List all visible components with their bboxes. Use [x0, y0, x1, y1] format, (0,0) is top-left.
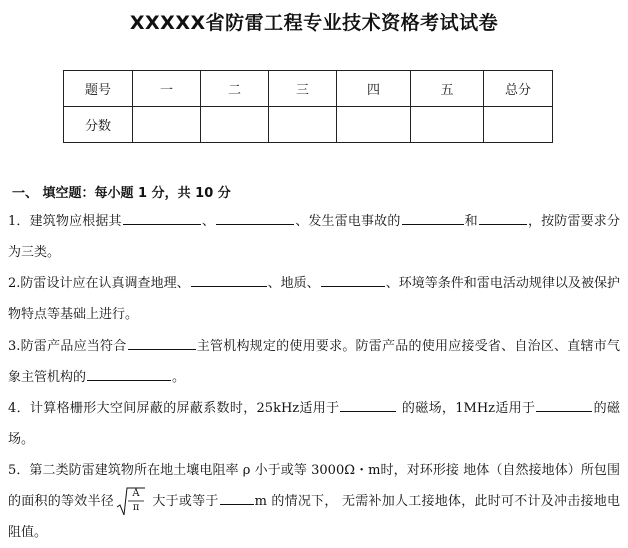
question-text: 、环境等条件和雷电活动规律以及被保护物特点等基础上进行。 — [8, 276, 620, 322]
question-4 — [8, 393, 620, 455]
answer-blank[interactable] — [402, 210, 464, 225]
answer-blank[interactable] — [128, 335, 196, 350]
question-text: 。 — [172, 370, 186, 385]
score-header-cell: 四 — [337, 71, 411, 107]
question-text: 2.防雷设计应在认真调查地理、 — [8, 276, 190, 291]
question-text: 和 — [464, 214, 478, 229]
question-1 — [8, 206, 620, 268]
score-header-cell: 三 — [269, 71, 337, 107]
question-text: ，按防雷要求分为三类。 — [8, 214, 620, 260]
question-text: 的磁场。 — [8, 401, 620, 447]
score-header-cell: 五 — [411, 71, 484, 107]
question-3 — [8, 331, 620, 393]
sqrt-fraction — [116, 487, 146, 517]
answer-blank[interactable] — [321, 272, 385, 287]
score-table — [63, 70, 553, 143]
question-text: 、发生雷电事故的 — [295, 214, 401, 229]
score-cell[interactable] — [133, 107, 201, 143]
score-cell[interactable] — [484, 107, 553, 143]
question-text: 主管机构规定的使用要求。防雷产品的使用应接受省、自治区、直辖市气象主管机构的 — [8, 339, 620, 385]
question-text: 、 — [201, 214, 216, 229]
answer-blank[interactable] — [123, 210, 201, 225]
score-header-cell: 题号 — [64, 71, 133, 107]
score-table-score-row — [64, 107, 553, 143]
score-row-label: 分数 — [64, 107, 133, 143]
answer-blank[interactable] — [220, 490, 254, 505]
score-header-cell: 一 — [133, 71, 201, 107]
question-5 — [8, 455, 620, 548]
score-cell[interactable] — [201, 107, 269, 143]
question-2 — [8, 268, 620, 330]
question-text: 、地质、 — [267, 276, 320, 291]
question-text: m 的情况下， 无需补加人工接地体，此时可不计及冲击接地电阻值。 — [8, 494, 620, 540]
score-cell[interactable] — [337, 107, 411, 143]
answer-blank[interactable] — [536, 397, 592, 412]
fraction-numerator: A — [132, 487, 140, 499]
answer-blank[interactable] — [191, 272, 267, 287]
question-text: 4．计算格栅形大空间屏蔽的屏蔽系数时，25kHz适用于 — [8, 401, 340, 416]
score-header-cell: 二 — [201, 71, 269, 107]
answer-blank[interactable] — [87, 366, 171, 381]
answer-blank[interactable] — [340, 397, 396, 412]
section-heading: 一、 填空题：每小题 1 分，共 10 分 — [12, 186, 231, 201]
answer-blank[interactable] — [479, 210, 527, 225]
fraction-denominator: π — [132, 501, 140, 513]
answer-blank[interactable] — [216, 210, 294, 225]
score-cell[interactable] — [411, 107, 484, 143]
score-header-cell: 总分 — [484, 71, 553, 107]
question-text: 1．建筑物应根据其 — [8, 214, 122, 229]
exam-title: XXXXX省防雷工程专业技术资格考试试卷 — [129, 12, 499, 34]
question-text: 大于或等于 — [148, 494, 219, 509]
score-cell[interactable] — [269, 107, 337, 143]
question-text: 3.防雷产品应当符合 — [8, 339, 127, 354]
score-table-header-row — [64, 71, 553, 107]
question-text: 的磁场，1MHz适用于 — [397, 401, 536, 416]
question-text: 5．第二类防雷建筑物所在地土壤电阻率 ρ 小于或等 3000Ω・m时，对环形接 地体（自然接地体）所包围的面积的等效半径 — [8, 463, 620, 509]
